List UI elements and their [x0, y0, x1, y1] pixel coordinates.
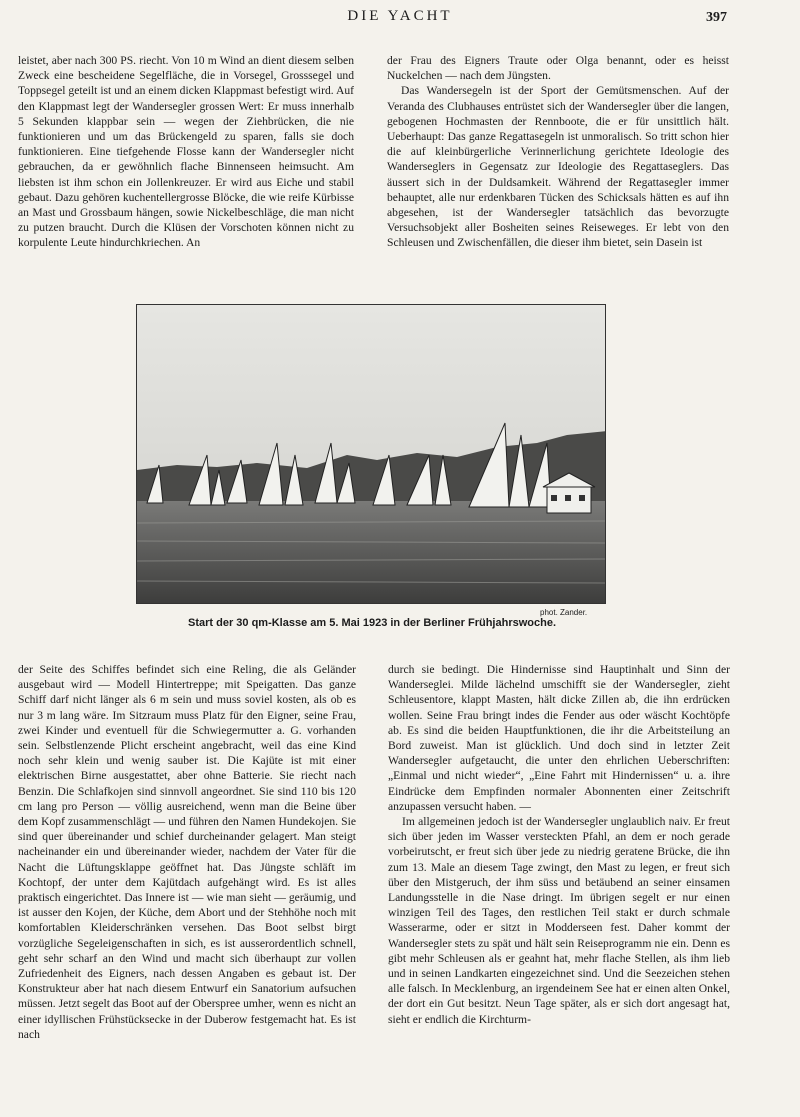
paragraph: leistet, aber nach 300 PS. riecht. Von 10 m Wind an dient diesem selben Zweck eine bescheidene Segelfläche, die in Vorsegel, Grosssegel und Toppsegel geteilt ist und an einem dicken Klappmast befestigt wird. Auf den Klappmast legt der Wandersegler grossen Wert: Er muss innerhalb 5 Sekunden klappbar sein — wegen der Ziehbrücken, die nie funktionieren und um das Brückengeld zu sparen, falls sie doch funktionieren. Eine tiefgehende Flosse kann der Wandersegler nicht gebrauchen, da er gewöhnlich flache Binnenseen heimsucht. Am liebsten ist ihm schon ein Jollenkreuzer. Er wird aus Eiche und stabil gebaut. Dazu gehören kuchentellergrosse Blöcke, die wie reife Kürbisse an Mast und Grossbaum hängen, sowie Nickelbeschläge, die man nicht zu putzen braucht. Durch die Klüsen der Vorschoten können nicht zu korpulente Leute hindurchkriechen. An [18, 54, 354, 250]
regatta-photo [136, 304, 606, 604]
page-header-title: DIE YACHT [347, 8, 453, 24]
paragraph: durch sie bedingt. Die Hindernisse sind Hauptinhalt und Sinn der Wanderseglei. Milde lächelnd umschifft sie der Wandersegler, zieht Schleusentore, klappt Masten, hält dicke Zillen ab, die ihn erdrücken wollen. Seine Frau bringt indes die Fender aus oder wäscht Kochtöpfe ab. Es sind die beiden Hauptfunktionen, die ihr die Arbeitsteilung an Bord zuweist. Man ist glücklich. Und doch sind in letzter Zeit Wandersegler aufgetaucht, die unter den ehrlichen Ueberschriften: „Einmal und nicht wieder“, „Eine Fahrt mit Hindernissen“ u. a. ihre Eindrücke dem Empfinden normaler Abonnenten einer Zeitschrift anzupassen versucht haben. — [388, 663, 730, 813]
text-column-bottom-right [388, 662, 730, 1027]
text-column-bottom-left [18, 662, 356, 1042]
paragraph: der Seite des Schiffes befindet sich eine Reling, die als Geländer ausgebaut wird — Modell Hintertreppe; mit Speigatten. Das ganze Schiff darf nicht länger als 6 m sein und muss soviel kosten, als ob es nur 3 m lang wäre. Im Sitzraum muss Platz für den Eigner, seine Frau, zwei Kinder und eventuell für die Schwiegermutter a. G. vorhanden sein. Selbstlenzende Plicht erscheint angebracht, weil das eine Kind noch sehr klein und wenig sauber ist. Die Kajüte ist mit einer elektrischen Birne ausgestattet, aber ohne Batterie. Sie riecht nach Benzin. Die Schlafkojen sind sinnvoll angeordnet. Sie sind 110 bis 120 cm lang pro Person — völlig ausreichend, wenn man die Beine über dem Kopf zusammenschlägt — und führen den Namen Hundekojen. Sie sind quer übereinander und schief durcheinander gelagert. Man steigt nacheinander ein und übereinander wieder, nachdem der Vater für die Nacht die Lüftungsklappe geöffnet hat. Das Jüngste schläft im Kochtopf, der unter dem Kajütdach aufgehängt wird. Es ist alles praktisch eingerichtet. Das Innere ist — wie man sieht — geräumig, und ist ausser den Kojen, der Küche, dem Abort und der Stehhöhe noch mit komfortablen Kleiderschränken versehen. Das Boot selbst birgt vorzügliche Segeleigenschaften in sich, es ist ausserordentlich schnell, geht sehr scharf an den Wind und macht sich überhaupt zur vollen Zufriedenheit des Eigners, nach dessen Angaben es gebaut ist. Der Konstrukteur aber hat nach diesem Entwurf ein Sanatorium aufsuchen müssen. Jetzt segelt das Boot auf der Oberspree umher, wenn es nicht an einer idyllischen Frühstücksecke in der Duberow festgemacht hat. Es ist nach [18, 663, 356, 1041]
photo-credit: phot. Zander. [540, 608, 588, 617]
sailboats-picture [137, 305, 606, 604]
text-column-top-left [18, 53, 354, 251]
paragraph: der Frau des Eigners Traute oder Olga benannt, oder es heisst Nuckelchen — nach dem Jüngsten. [387, 54, 729, 83]
page-number: 397 [706, 10, 727, 25]
photo-caption: Start der 30 qm-Klasse am 5. Mai 1923 in der Berliner Frühjahrswoche. [187, 617, 557, 629]
paragraph: Das Wandersegeln ist der Sport der Gemütsmenschen. Auf der Veranda des Clubhauses entrüstet sich der Wandersegler über die langen, gebogenen Hochmasten der Rennboote, die er für unsittlich hält. Ueberhaupt: Das ganze Regattasegeln ist unmoralisch. So tritt schon hier die auf kleinbürgerliche Verinnerlichung gerichtete Ideologie des Wanderseglers in Gegensatz zur Ideologie des Regattaseglers. Das äussert sich in der Duldsamkeit. Während der Regattasegler immer behauptet, alle nur erdenkbaren Tücken des Schicksals hätten es auf ihn abgesehen, ist der Wandersegler tatsächlich das bevorzugte Versuchsobjekt aller Bosheiten seines Reiseweges. Er lebt von den Schleusen und Zwischenfällen, die dieser ihm bietet, sein Dasein ist [387, 84, 729, 250]
text-column-top-right [387, 53, 729, 251]
paragraph: Im allgemeinen jedoch ist der Wandersegler unglaublich naiv. Er freut sich über jeden im Wasser versteckten Pfahl, an dem er noch gerade vorbeirutscht, er freut sich über jede zu niedrig geratene Brücke, die ihn zum 13. Male an diesem Tage zwingt, den Mast zu legen, er freut sich über den Mistgeruch, der ihm süss und betäubend an seiner einsamen Landungsstelle in die Nase dringt. Im übrigen segelt er nur einen winzigen Teil des Tages, den restlichen Teil stakt er durch schmale Wasserarme, oder er sitzt in Modderseen fest. Daher kommt der Wandersegler stets zu spät und hält sein Reiseprogramm nie ein. Denn es gibt mehr Schleusen als er geahnt hat, mehr flache Stellen, als ihm lieb und in seinen Landkarten eingezeichnet sind. Und die Seezeichen stehen alle falsch. In Mecklenburg, an irgendeinem See hat er einen alten Onkel, der dort ein Gut besitzt. Neun Tage später, als er sich dort angesagt hat, sieht er endlich die Kirchturm- [388, 815, 730, 1026]
